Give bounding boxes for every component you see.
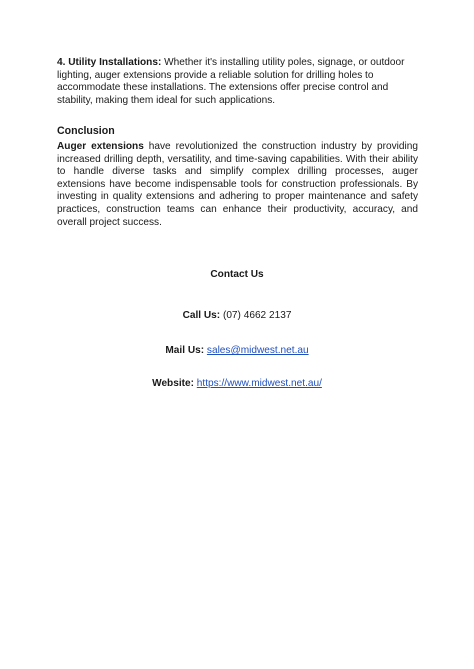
call-label: Call Us:	[182, 310, 221, 321]
contact-call	[0, 310, 474, 321]
conclusion-paragraph	[57, 141, 418, 229]
website-link[interactable]: https://www.midwest.net.au/	[196, 378, 322, 389]
conclusion-heading: Conclusion	[57, 125, 115, 137]
conclusion-lead: Auger extensions	[57, 141, 144, 152]
call-value: (07) 4662 2137	[220, 310, 292, 321]
contact-title: Contact Us	[210, 269, 264, 280]
utility-installations-label: 4. Utility Installations:	[57, 57, 162, 68]
conclusion-text: have revolutionized the construction industry by providing increased drilling depth, versatility, and time-saving capabilities. With their ability to handle diverse tasks and simplify complex drilling processes, auger extensions have become indispensable tools for construction professionals. By investing in quality extensions and adhering to proper maintenance and safety practices, construction teams can enhance their productivity, accuracy, and overall project success.	[57, 141, 418, 228]
utility-installations-paragraph	[57, 57, 418, 107]
mail-label: Mail Us:	[165, 345, 205, 356]
utility-installations-text: Whether it's installing utility poles, signage, or outdoor lighting, auger extensions provide a reliable solution for drilling holes to accommodate these installations. The extensions offer precise control and stability, making them ideal for such applications.	[57, 57, 405, 106]
mail-link[interactable]: sales@midwest.net.au	[206, 345, 309, 356]
website-label: Website:	[152, 378, 194, 389]
contact-website	[0, 378, 474, 389]
contact-mail	[0, 345, 474, 356]
